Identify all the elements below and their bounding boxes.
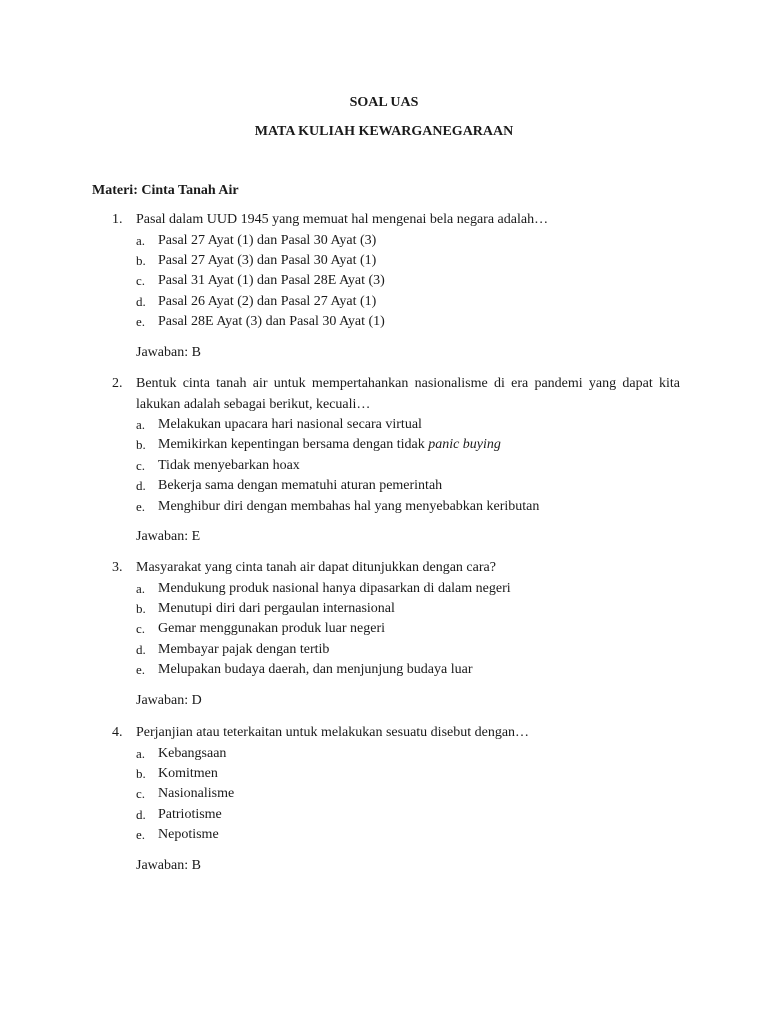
option-letter: a. xyxy=(136,232,146,248)
option-letter: b. xyxy=(136,600,146,616)
option-text: Melupakan budaya daerah, dan menjunjung budaya luar xyxy=(158,662,473,678)
option-text: Menutupi diri dari pergaulan internasional xyxy=(158,600,395,616)
option-text: Nasionalisme xyxy=(158,786,235,802)
option-b xyxy=(112,764,680,784)
option-a xyxy=(112,744,680,764)
option-text: Bekerja sama dengan mematuhi aturan pemerintah xyxy=(158,478,443,494)
option-a xyxy=(112,579,680,599)
option-text: Pasal 31 Ayat (1) dan Pasal 28E Ayat (3) xyxy=(158,273,385,289)
option-text: Pasal 27 Ayat (3) dan Pasal 30 Ayat (1) xyxy=(158,252,377,268)
question-number: 1. xyxy=(112,212,123,227)
option-text: Pasal 26 Ayat (2) dan Pasal 27 Ayat (1) xyxy=(158,293,377,309)
option-text: Pasal 28E Ayat (3) dan Pasal 30 Ayat (1) xyxy=(158,314,385,330)
option-letter: e. xyxy=(136,498,146,514)
option-letter: c. xyxy=(136,621,146,637)
question-number: 2. xyxy=(112,376,123,391)
question-text: Pasal dalam UUD 1945 yang memuat hal mengenai bela negara adalah… xyxy=(136,212,549,227)
question-text: Bentuk cinta tanah air untuk mempertahankan nasionalisme di era pandemi yang dapat kita lakukan adalah sebagai berikut, kecuali… xyxy=(136,376,680,412)
option-letter: a. xyxy=(136,745,146,761)
option-letter: a. xyxy=(136,580,146,596)
option-letter: c. xyxy=(136,457,146,473)
option-text: Melakukan upacara hari nasional secara virtual xyxy=(158,417,422,432)
option-letter: d. xyxy=(136,293,146,309)
question-text: Masyarakat yang cinta tanah air dapat ditunjukkan dengan cara? xyxy=(136,560,496,575)
option-c xyxy=(112,619,680,639)
document-title: SOAL UAS xyxy=(349,95,419,110)
option-text: Patriotisme xyxy=(158,806,222,822)
question-2 xyxy=(112,374,680,546)
answer-key: Jawaban: B xyxy=(136,857,201,873)
answer-key: Jawaban: B xyxy=(136,344,201,360)
option-c xyxy=(112,784,680,804)
options-list xyxy=(112,744,680,846)
option-e xyxy=(112,825,680,845)
option-letter: d. xyxy=(136,641,146,657)
option-a xyxy=(112,415,680,435)
question-3 xyxy=(112,558,680,710)
question-text: Perjanjian atau teterkaitan untuk melakukan sesuatu disebut dengan… xyxy=(136,725,530,740)
option-b xyxy=(112,435,680,455)
option-text: Menghibur diri dengan membahas hal yang menyebabkan keributan xyxy=(158,498,540,514)
option-text: Nepotisme xyxy=(158,827,219,843)
option-text: Tidak menyebarkan hoax xyxy=(158,457,300,473)
option-letter: a. xyxy=(136,417,146,432)
option-letter: c. xyxy=(136,273,146,289)
options-list xyxy=(112,579,680,681)
options-list xyxy=(112,415,680,517)
option-c xyxy=(112,271,680,291)
option-e xyxy=(112,312,680,332)
option-text: Gemar menggunakan produk luar negeri xyxy=(158,621,386,637)
option-e xyxy=(112,660,680,680)
option-text: Kebangsaan xyxy=(158,745,227,761)
option-text: Mendukung produk nasional hanya dipasarkan di dalam negeri xyxy=(158,580,511,596)
answer-key: Jawaban: E xyxy=(136,529,201,545)
option-letter: e. xyxy=(136,314,146,330)
subject-heading: Materi: Cinta Tanah Air xyxy=(92,183,239,198)
question-4 xyxy=(112,723,680,875)
option-text: Komitmen xyxy=(158,765,218,781)
option-letter: d. xyxy=(136,478,146,494)
option-text: Membayar pajak dengan tertib xyxy=(158,641,330,657)
option-letter: b. xyxy=(136,765,146,781)
options-list xyxy=(112,231,680,333)
option-d xyxy=(112,292,680,312)
option-letter: b. xyxy=(136,252,146,268)
question-1 xyxy=(112,210,680,362)
option-d xyxy=(112,476,680,496)
option-b xyxy=(112,599,680,619)
option-letter: d. xyxy=(136,806,146,822)
option-a xyxy=(112,231,680,251)
option-text-italic: panic buying xyxy=(428,437,501,453)
option-d xyxy=(112,805,680,825)
option-letter: c. xyxy=(136,786,146,802)
question-number: 3. xyxy=(112,560,123,575)
question-number: 4. xyxy=(112,725,123,740)
option-text: Memikirkan kepentingan bersama dengan tidak xyxy=(158,437,429,453)
course-title: MATA KULIAH KEWARGANEGARAAN xyxy=(254,124,514,139)
option-c xyxy=(112,456,680,476)
answer-key: Jawaban: D xyxy=(136,692,202,708)
option-d xyxy=(112,640,680,660)
option-letter: e. xyxy=(136,662,146,678)
option-e xyxy=(112,497,680,517)
option-b xyxy=(112,251,680,271)
option-text: Pasal 27 Ayat (1) dan Pasal 30 Ayat (3) xyxy=(158,232,377,248)
option-letter: b. xyxy=(136,437,146,453)
option-letter: e. xyxy=(136,827,146,843)
